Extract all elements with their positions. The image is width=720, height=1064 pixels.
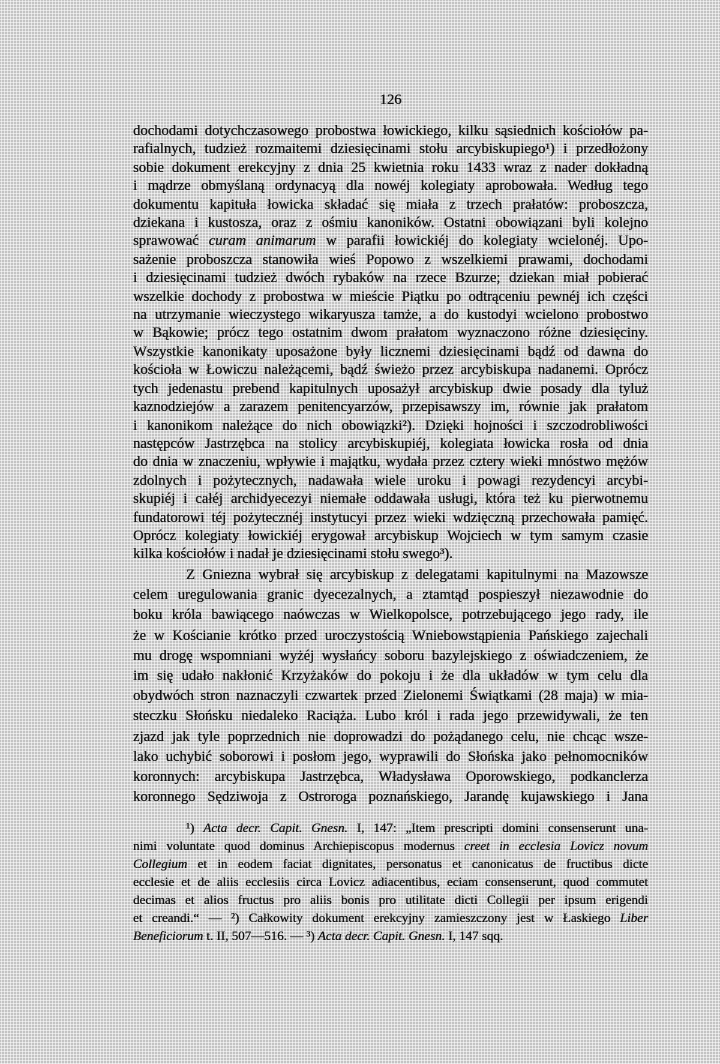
text-line: boku króla bawiącego naówczas w Wielkopolsce, potrzebującego jego rady, ile <box>133 607 648 624</box>
text-segment: I, 147 sqq. <box>444 928 504 943</box>
text-segment: w parafii łowickiéj do kolegiaty wcielonéj. Upo- <box>315 233 648 250</box>
text-line: kaznodziejów a zarazem penitencyarzów, przepisawszy im, równie jak prałatom <box>133 399 648 416</box>
text-line: sażenie proboszcza stanowiła wieś Popowo z wszelkiemi prawami, dochodami <box>133 251 648 268</box>
text-line: i kanonikom należące do nich obowiązki²). Dzięki hojności i szczodrobliwości <box>133 417 648 434</box>
italic-phrase: Liber <box>619 910 648 925</box>
text-line: na utrzymanie wieczystego wikaryusza tamże, a do kustodyi wcielono probostwo <box>133 307 648 324</box>
text-line: dochodami dotychczasowego probostwa łowickiego, kilku sąsiednich kościołów pa- <box>133 123 648 139</box>
text-line: koronnego Sędziwoja z Ostroroga poznańskiego, Jarandę kujawskiego i Jana <box>133 789 648 806</box>
footnote-line <box>133 855 648 873</box>
italic-phrase: curam animarum <box>208 233 316 250</box>
text-segment: ¹) <box>186 820 204 835</box>
text-line: fundatorowi téj pożytecznéj instytucyi przez wieki wdzięczną przechowała pamięć. <box>133 509 648 526</box>
italic-phrase: Acta decr. Capit. Gnesn. <box>317 928 445 943</box>
text-line <box>133 232 648 250</box>
text-segment: t. II, 507—516. — ³) <box>203 928 318 943</box>
text-line: sobie dokument erekcyjny z dnia 25 kwietnia roku 1433 wraz z nader dokładną <box>133 159 648 176</box>
page-number: 126 <box>379 92 402 108</box>
text-line: zdolnych i pożytecznych, nadawała wiele uroku i powagi rezydencyi arcybi- <box>133 472 648 489</box>
italic-phrase: Collegium <box>133 856 188 871</box>
text-line: że w Kościanie krótko przed uroczystością Wniebowstąpienia Pańskiego zajechali <box>133 627 648 644</box>
text-line: kościoła w Łowiczu należącemi, bądź świeżo przez arcybiskupa nadanemi. Oprócz <box>133 362 648 379</box>
text-line: steczku Słońsku niedaleko Raciąża. Lubo król i rada jego przewidywali, że ten <box>133 708 648 725</box>
text-line: celem uregulowania granic dyecezalnych, a ztamtąd pospieszył niezawodnie do <box>133 587 648 604</box>
footnote-line <box>133 909 648 927</box>
text-line: mu drogę wspomniani wyżéj wysłańcy soboru bazylejskiego z oświadczeniem, że <box>133 647 648 664</box>
text-line: dziekana i kustosza, oraz z ośmiu kanoników. Ostatni obowiązani byli kolejno <box>133 215 648 232</box>
text-line: zjazd jak tyle poprzednich nie doprowadzi do pożądanego celu, nie chcąc wsze- <box>133 728 648 745</box>
text-line: skupiéj i całéj archidyecezyi niemałe oddawała usługi, która też ku pierwotnemu <box>133 491 648 508</box>
paragraph <box>133 122 648 564</box>
text-segment: sprawować <box>133 233 209 250</box>
footnotes <box>133 819 648 945</box>
text-line: dokumentu kapituła łowicka składać się miała z trzech prałatów: proboszcza, <box>133 196 648 213</box>
text-segment: I, 147: „Item prescripti domini consenserunt una- <box>347 820 649 835</box>
footnote-line: ecclesie et de aliis ecclesiis circa Lovicz adiacentibus, eciam consenserunt, quod commutet <box>133 874 648 889</box>
text-line: Z Gniezna wybrał się arcybiskup z delegatami kapitulnymi na Mazowsze <box>186 567 648 583</box>
text-line: im się udało nakłonić Krzyżaków do pokoju i że dla układów w tym celu dla <box>133 668 648 685</box>
text-line: wszelkie dochody z probostwa w mieście Piątku po odtrąceniu pewnéj ich części <box>133 288 648 305</box>
italic-phrase: Acta decr. Capit. Gnesn. <box>203 820 348 835</box>
footnote-line <box>133 927 648 945</box>
text-line: kilka kościołów i nadał je dziesięcinami stołu swego³). <box>133 546 453 563</box>
text-line: Oprócz kolegiaty łowickiéj erygował arcybiskup Wojciech w tym samym czasie <box>133 527 648 544</box>
footnote-line <box>133 819 648 837</box>
text-line: i mądrze obmyślaną ordynacyą dla nowéj kolegiaty aprobowała. Według tego <box>133 178 648 195</box>
paragraph <box>133 565 648 807</box>
text-segment: et in eodem faciat dignitates, personatus et canonicatus de fructibus dicte <box>187 856 648 871</box>
text-segment: et creandi.“ — ²) Całkowity dokument erekcyjny zamieszczony jest w Łaskiego <box>133 910 620 925</box>
text-segment: nimi voluntate quod dominus Archiepiscopus modernus <box>133 838 465 853</box>
footnote-line <box>133 837 648 855</box>
text-line: rafialnych, tudzież rozmaitemi dziesięcinami stołu arcybiskupiego¹) i przedłożony <box>133 141 648 158</box>
italic-phrase: creet in ecclesia Lovicz novum <box>464 838 648 853</box>
text-line: w Bąkowie; prócz tego ostatnim dwom prałatom wyznaczono różne dziesięciny. <box>133 325 648 342</box>
text-line: Wszystkie kanonikaty uposażone były licznemi dziesięcinami bądź od dawna do <box>133 343 648 360</box>
text-line: tych jedenastu prebend kapitulnych uposażył arcybiskup dwie posady dla tyluż <box>133 380 648 397</box>
text-line: koronnych: arcybiskupa Jastrzębca, Władysława Oporowskiego, podkanclerza <box>133 769 648 786</box>
footnote-line: decimas et alios fructus pro aliis bonis pro utilitate dicti Collegii per ipsum erigendi <box>133 892 648 907</box>
text-line: do dnia w znaczeniu, wpływie i majątku, wydała przez cztery wieki mnóstwo mężów <box>133 454 648 471</box>
text-line: obydwóch stron naznaczyli czwartek przed Zielonemi Świątkami (28 maja) w mia- <box>133 688 648 705</box>
text-line: następców Jastrzębca na stolicy arcybiskupiéj, kolegiata łowicka rosła od dnia <box>133 435 648 452</box>
text-line: lako uchybić soborowi i posłom jego, wyprawili do Słońska jako pełnomocników <box>133 748 648 765</box>
text-line: i dziesięcinami tudzież dwóch rybaków na rzece Bzurze; dziekan miał pobierać <box>133 270 648 287</box>
italic-phrase: Beneficiorum <box>133 928 204 943</box>
